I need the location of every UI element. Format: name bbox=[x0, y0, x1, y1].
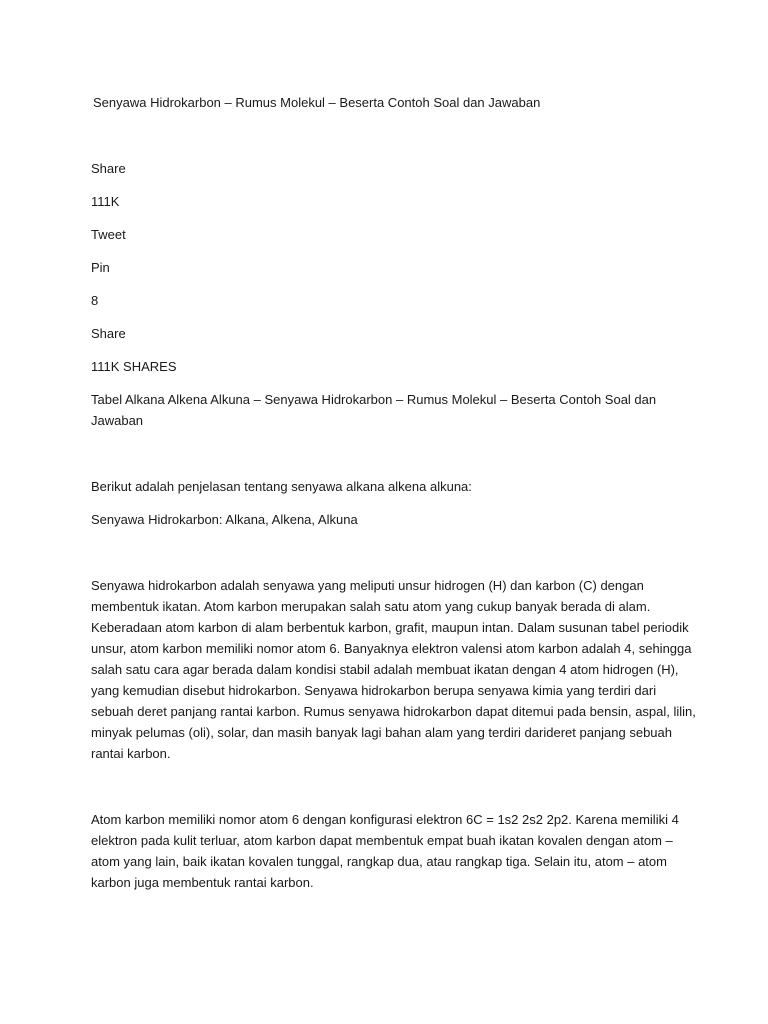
tweet-label: Tweet bbox=[91, 227, 126, 242]
paragraph-1-line: unsur, atom karbon memiliki nomor atom 6. Banyaknya elektron valensi atom karbon adalah 4, sehingga bbox=[91, 641, 692, 656]
paragraph-1-line: Senyawa hidrokarbon adalah senyawa yang meliputi unsur hidrogen (H) dan karbon (C) dengan bbox=[91, 578, 644, 593]
share-count: 111K bbox=[91, 194, 120, 209]
share-label-2: Share bbox=[91, 326, 126, 341]
subtitle-line-2: Jawaban bbox=[91, 413, 144, 428]
paragraph-1-line: yang kemudian disebut hidrokarbon. Senyawa hidrokarbon berupa senyawa kimia yang terdiri dari bbox=[91, 683, 657, 698]
pin-label: Pin bbox=[91, 260, 110, 275]
subtitle-line-1: Tabel Alkana Alkena Alkuna – Senyawa Hidrokarbon – Rumus Molekul – Beserta Contoh Soal dan bbox=[91, 392, 657, 407]
paragraph-2-line: elektron pada kulit terluar, atom karbon dapat membentuk empat buah ikatan kovalen dengan atom – bbox=[91, 833, 673, 848]
paragraph-1-line: membentuk ikatan. Atom karbon merupakan salah satu atom yang cukup banyak berada di alam. bbox=[91, 599, 651, 614]
paragraph-1-line: Keberadaan atom karbon di alam berbentuk karbon, grafit, maupun intan. Dalam susunan tabel periodik bbox=[91, 620, 689, 635]
paragraph-2-line: atom yang lain, baik ikatan kovalen tunggal, rangkap dua, atau rangkap tiga. Selain itu, atom – atom bbox=[91, 854, 667, 869]
total-shares: 111K SHARES bbox=[91, 359, 177, 374]
intro-text: Berikut adalah penjelasan tentang senyawa alkana alkena alkuna: bbox=[91, 479, 472, 494]
document-body bbox=[91, 92, 696, 893]
paragraph-2-line: Atom karbon memiliki nomor atom 6 dengan konfigurasi elektron 6C = 1s2 2s2 2p2. Karena memiliki 4 bbox=[91, 812, 679, 827]
paragraph-2-line: karbon juga membentuk rantai karbon. bbox=[91, 875, 314, 890]
paragraph-2 bbox=[91, 809, 679, 893]
pin-count: 8 bbox=[91, 293, 99, 308]
document-title: Senyawa Hidrokarbon – Rumus Molekul – Beserta Contoh Soal dan Jawaban bbox=[93, 95, 541, 110]
paragraph-1-line: salah satu cara agar berada dalam kondisi stabil adalah membuat ikatan dengan 4 atom hidrogen (H), bbox=[91, 662, 679, 677]
section-heading: Senyawa Hidrokarbon: Alkana, Alkena, Alkuna bbox=[91, 512, 358, 527]
share-label: Share bbox=[91, 161, 126, 176]
paragraph-1-line: rantai karbon. bbox=[91, 746, 171, 761]
paragraph-1-line: sebuah deret panjang rantai karbon. Rumus senyawa hidrokarbon dapat ditemui pada bensin, aspal, lilin, bbox=[91, 704, 696, 719]
paragraph-1 bbox=[91, 575, 696, 764]
paragraph-1-line: minyak pelumas (oli), solar, dan masih banyak lagi bahan alam yang terdiri darideret panjang sebuah bbox=[91, 725, 673, 740]
